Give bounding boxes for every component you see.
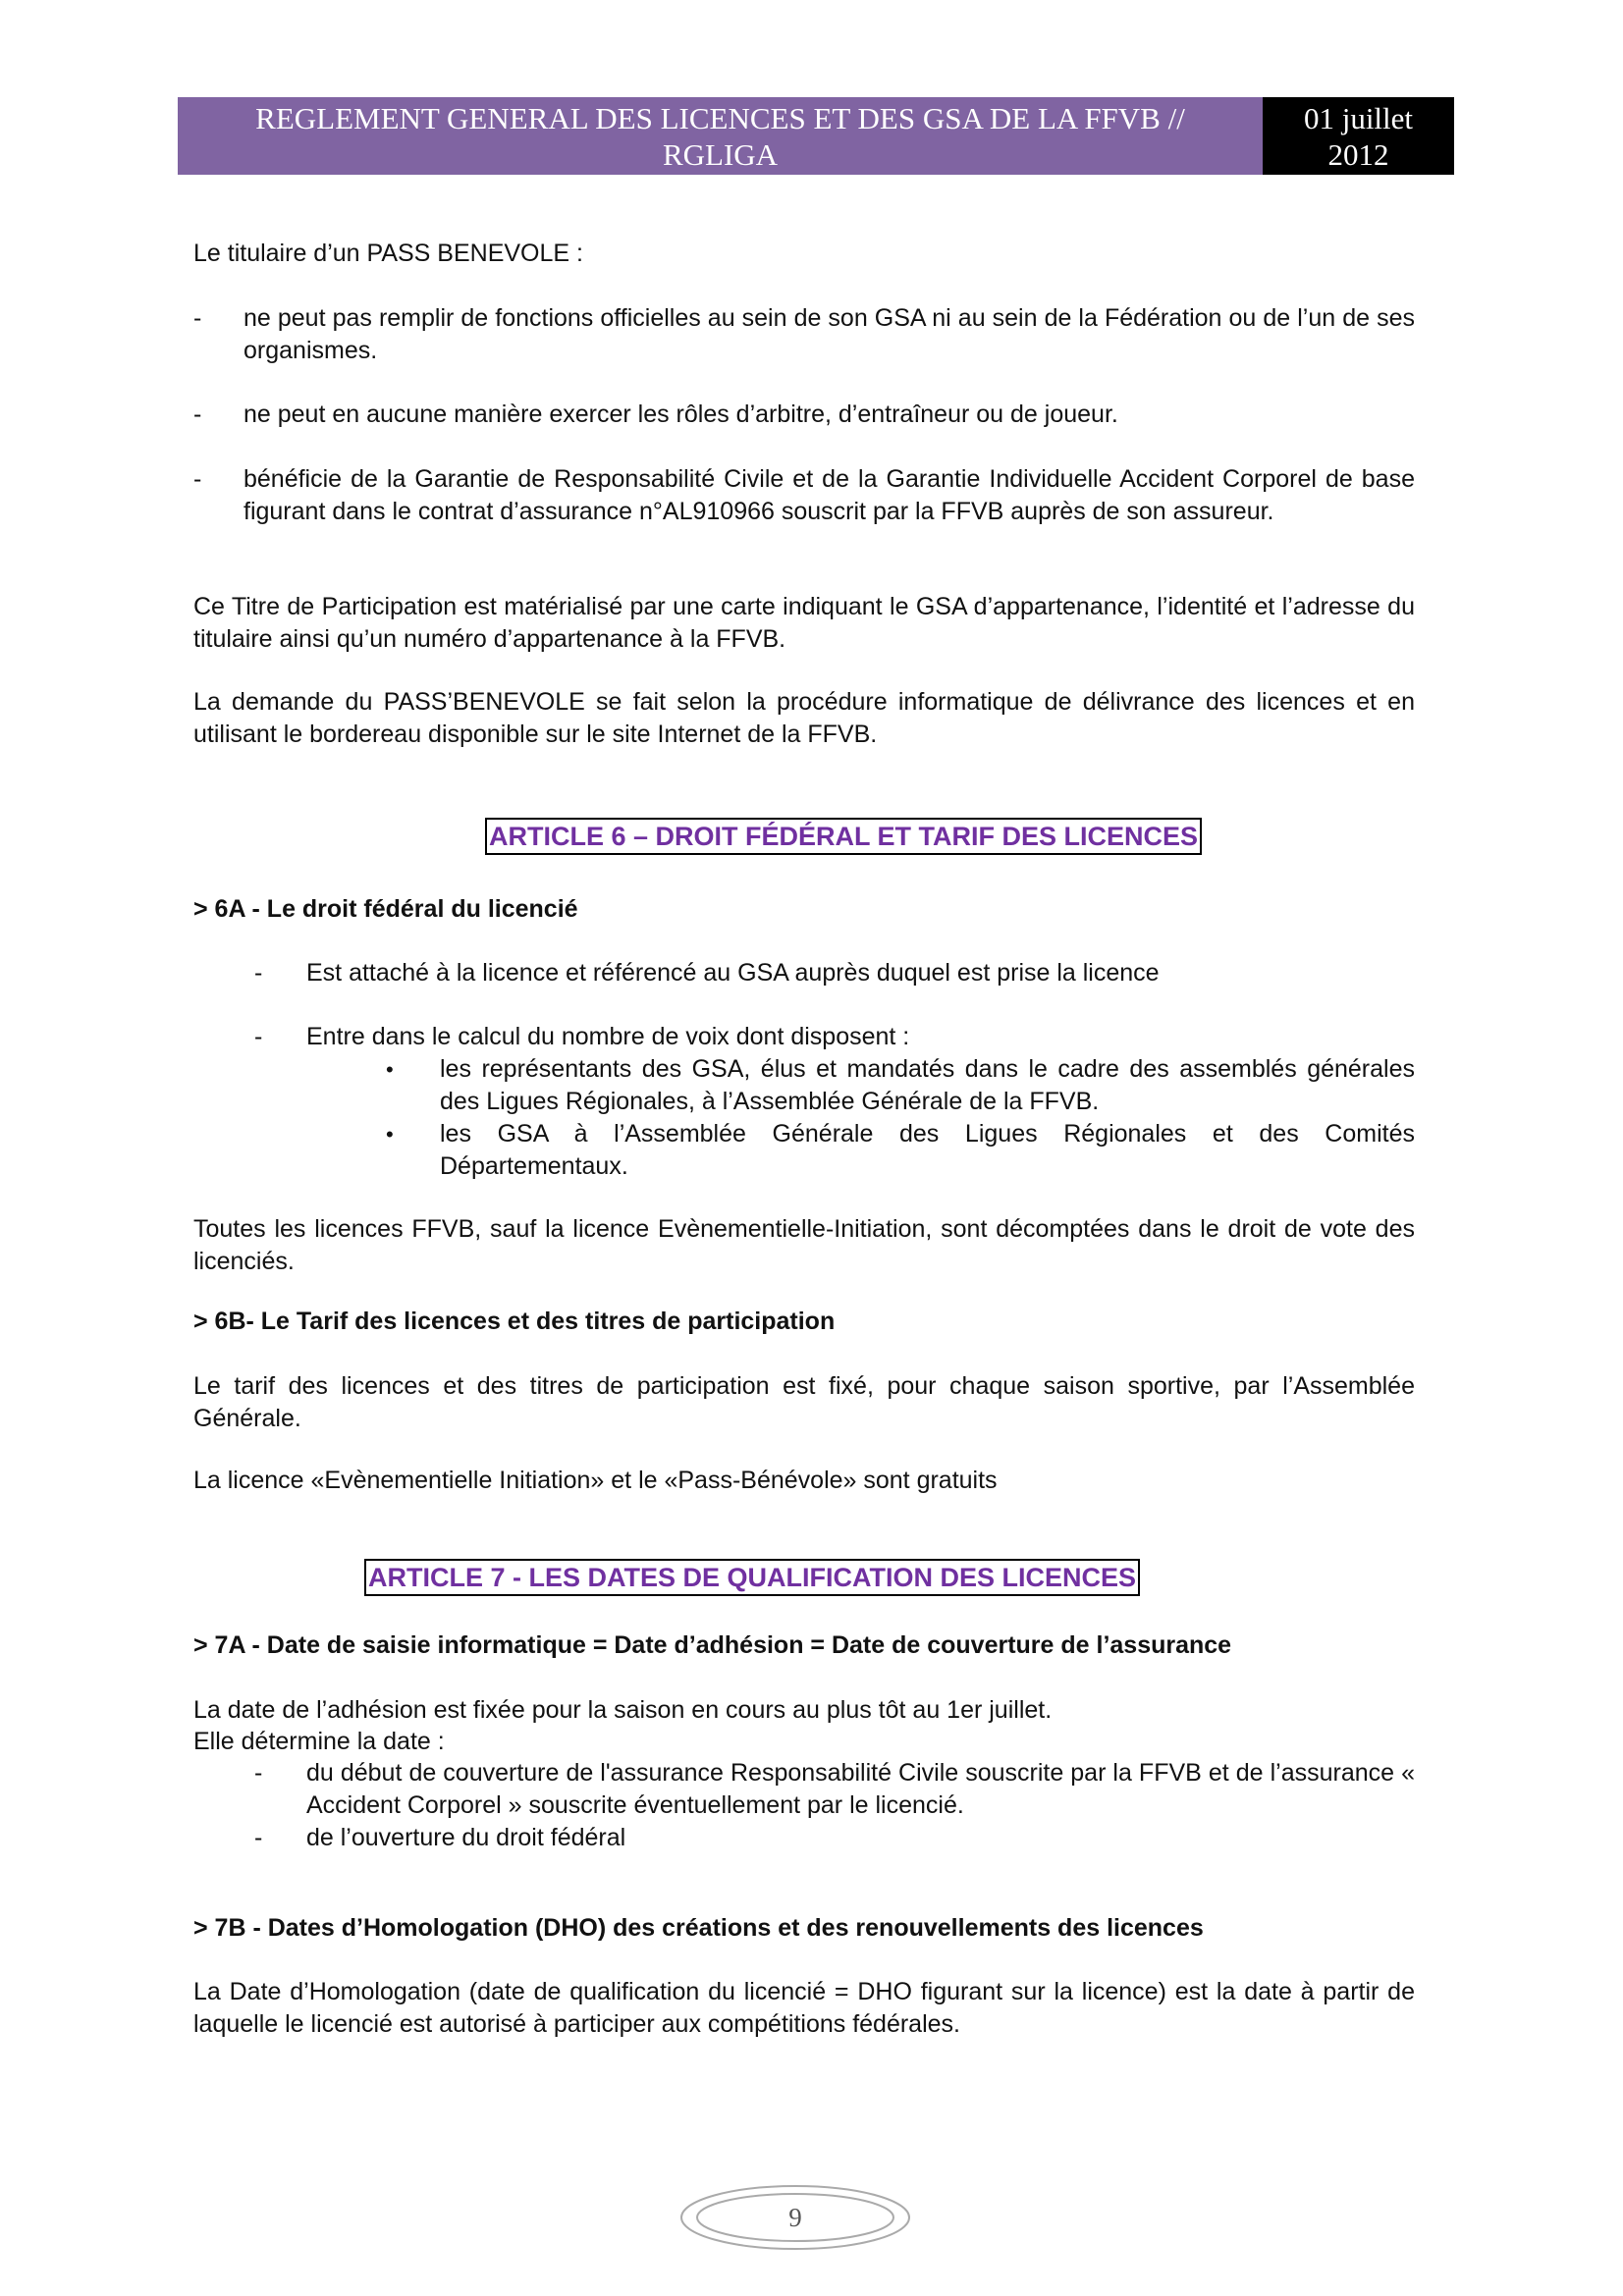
page-number-badge [677,2183,913,2252]
paragraph-determine: Elle détermine la date : [193,1728,445,1755]
dash-marker: - [254,1023,263,1050]
section-6a-heading: > 6A - Le droit fédéral du licencié [193,895,578,923]
section-7b-heading: > 7B - Dates d’Homologation (DHO) des créations et des renouvellements des licences [193,1914,1204,1942]
paragraph-titre: Ce Titre de Participation est matérialisé par une carte indiquant le GSA d’appartenance, l’identité et l’adresse du titulaire ainsi qu’un numéro d’appartenance à la FFVB. [193,593,1415,653]
dash-marker: - [254,1824,263,1851]
dash-marker: - [193,465,202,493]
page-number: 9 [788,2202,802,2232]
intro-paragraph: Le titulaire d’un PASS BENEVOLE : [193,240,583,267]
bullet-marker: • [386,1122,394,1147]
list-item [254,1021,1415,1053]
page-header [178,97,1454,175]
paragraph-dho: La Date d’Homologation (date de qualification du licencié = DHO figurant sur la licence) est la date à partir de laquelle le licencié est autorisé à participer aux compétitions fédérales. [193,1978,1415,2038]
list-item-text: de l’ouverture du droit fédéral [306,1824,626,1851]
paragraph-demande: La demande du PASS’BENEVOLE se fait selon la procédure informatique de délivrance des licences et en utilisant le bordereau disponible sur le site Internet de la FFVB. [193,688,1415,748]
document-title-line2: RGLIGA [662,136,779,172]
dash-marker: - [254,1759,263,1787]
dash-marker: - [193,400,202,428]
dash-marker: - [193,304,202,332]
dash-marker: - [254,959,263,987]
bullet-marker: • [386,1057,394,1082]
paragraph-tarif: Le tarif des licences et des titres de participation est fixé, pour chaque saison sportive, par l’Assemblée Générale. [193,1372,1415,1432]
section-6b-heading: > 6B- Le Tarif des licences et des titres de participation [193,1308,836,1335]
list-item-text: ne peut pas remplir de fonctions officielles au sein de son GSA ni au sein de la Fédération ou de l’un de ses organismes. [243,304,1415,364]
document-title-line1: REGLEMENT GENERAL DES LICENCES ET DES GSA DE LA FFVB // [255,100,1185,135]
bullet-item [386,1053,1415,1118]
document-date-line2: 2012 [1327,136,1389,172]
list-item [193,302,1415,367]
list-item [254,957,1415,989]
list-item-text: du début de couverture de l'assurance Responsabilité Civile souscrite par la FFVB et de l’assurance « Accident Corporel » souscrite éventuellement par le licencié. [306,1759,1415,1819]
bullet-item-text: les représentants des GSA, élus et mandatés dans le cadre des assemblés générales des Ligues Régionales, à l’Assemblée Générale de la FFVB. [440,1055,1415,1115]
bullet-item-text: les GSA à l’Assemblée Générale des Ligues Régionales et des Comités Départementaux. [440,1120,1415,1180]
section-7a-heading: > 7A - Date de saisie informatique = Date d’adhésion = Date de couverture de l’assurance [193,1631,1232,1659]
list-item [254,1757,1415,1822]
list-item [193,463,1415,528]
document-date-line1: 01 juillet [1303,100,1414,135]
paragraph-date-adhesion: La date de l’adhésion est fixée pour la saison en cours au plus tôt au 1er juillet. [193,1696,1053,1724]
article-7-heading: ARTICLE 7 - LES DATES DE QUALIFICATION DES LICENCES [364,1559,1140,1596]
list-item-text: Est attaché à la licence et référencé au GSA auprès duquel est prise la licence [306,959,1160,987]
paragraph-toutes: Toutes les licences FFVB, sauf la licence Evènementielle-Initiation, sont décomptées dans le droit de vote des licenciés. [193,1215,1415,1275]
document-date [1263,97,1454,175]
article-6-heading: ARTICLE 6 – DROIT FÉDÉRAL ET TARIF DES LICENCES [485,818,1202,855]
list-item [193,399,1415,431]
bullet-item [386,1118,1415,1183]
list-item-text: bénéficie de la Garantie de Responsabilité Civile et de la Garantie Individuelle Accident Corporel de base figurant dans le contrat d’assurance n°AL910966 souscrit par la FFVB auprès de son assureur. [243,465,1415,525]
list-item-text: ne peut en aucune manière exercer les rôles d’arbitre, d’entraîneur ou de joueur. [243,400,1118,428]
document-title [178,97,1263,175]
paragraph-gratuit: La licence «Evènementielle Initiation» et le «Pass-Bénévole» sont gratuits [193,1467,998,1494]
list-item [254,1822,1415,1854]
list-item-text: Entre dans le calcul du nombre de voix dont disposent : [306,1023,910,1050]
